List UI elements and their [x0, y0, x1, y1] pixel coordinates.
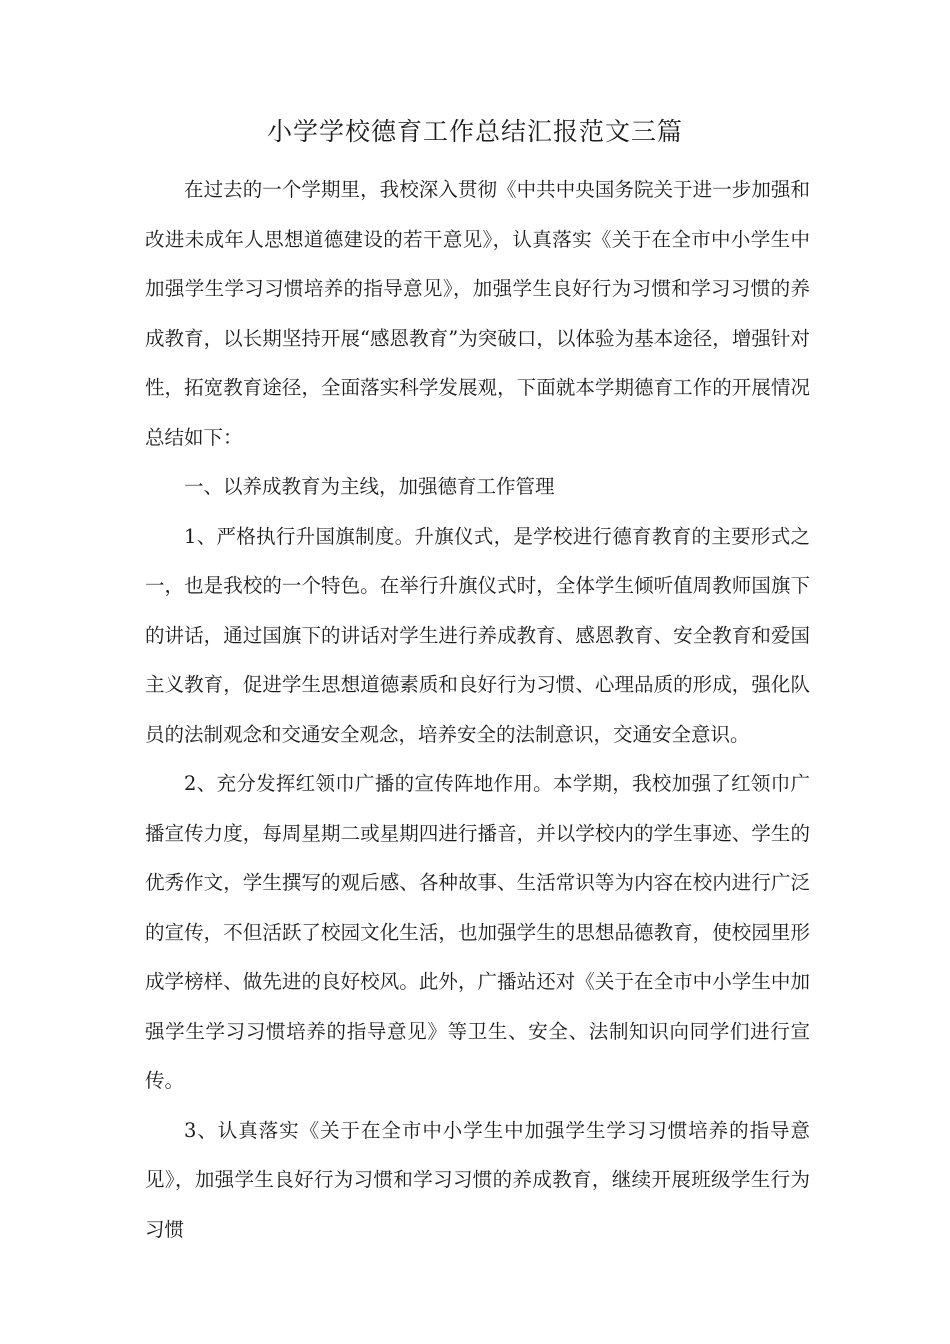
- item-paragraph-3: 3、认真落实《关于在全市中小学生中加强学生学习习惯培养的指导意见》，加强学生良好行为习惯和学习习惯的养成教育，继续开展班级学生行为习惯: [145, 1118, 810, 1241]
- item-paragraph-2: 2、充分发挥红领巾广播的宣传阵地作用。本学期，我校加强了红领巾广播宣传力度，每周星期二或星期四进行播音，并以学校内的学生事迹、学生的优秀作文，学生撰写的观后感、各种故事、生活常识等为内容在校内进行广泛的宣传，不但活跃了校园文化生活，也加强学生的思想品德教育，使校园里形成学榜样、做先进的良好校风。此外，广播站还对《关于在全市中小学生中加强学生学习习惯培养的指导意见》等卫生、安全、法制知识向同学们进行宣传。: [145, 772, 810, 1092]
- section-heading-1: 一、以养成教育为主线，加强德育工作管理: [184, 475, 555, 498]
- intro-paragraph: 在过去的一个学期里，我校深入贯彻《中共中央国务院关于进一步加强和改进未成年人思想道德建设的若干意见》，认真落实《关于在全市中小学生中加强学生学习习惯培养的指导意见》，加强学生良好行为习惯和学习习惯的养成教育，以长期坚持开展“感恩教育”为突破口，以体验为基本途径，增强针对性，拓宽教育途径，全面落实科学发展观，下面就本学期德育工作的开展情况总结如下：: [145, 178, 810, 449]
- item-paragraph-1: 1、严格执行升国旗制度。升旗仪式，是学校进行德育教育的主要形式之一，也是我校的一个特色。在举行升旗仪式时，全体学生倾听值周教师国旗下的讲话，通过国旗下的讲话对学生进行养成教育、感恩教育、安全教育和爱国主义教育，促进学生思想道德素质和良好行为习惯、心理品质的形成，强化队员的法制观念和交通安全观念，培养安全的法制意识，交通安全意识。: [145, 524, 810, 746]
- document-title: 小学学校德育工作总结汇报范文三篇: [266, 117, 683, 146]
- document-body: [145, 165, 810, 1254]
